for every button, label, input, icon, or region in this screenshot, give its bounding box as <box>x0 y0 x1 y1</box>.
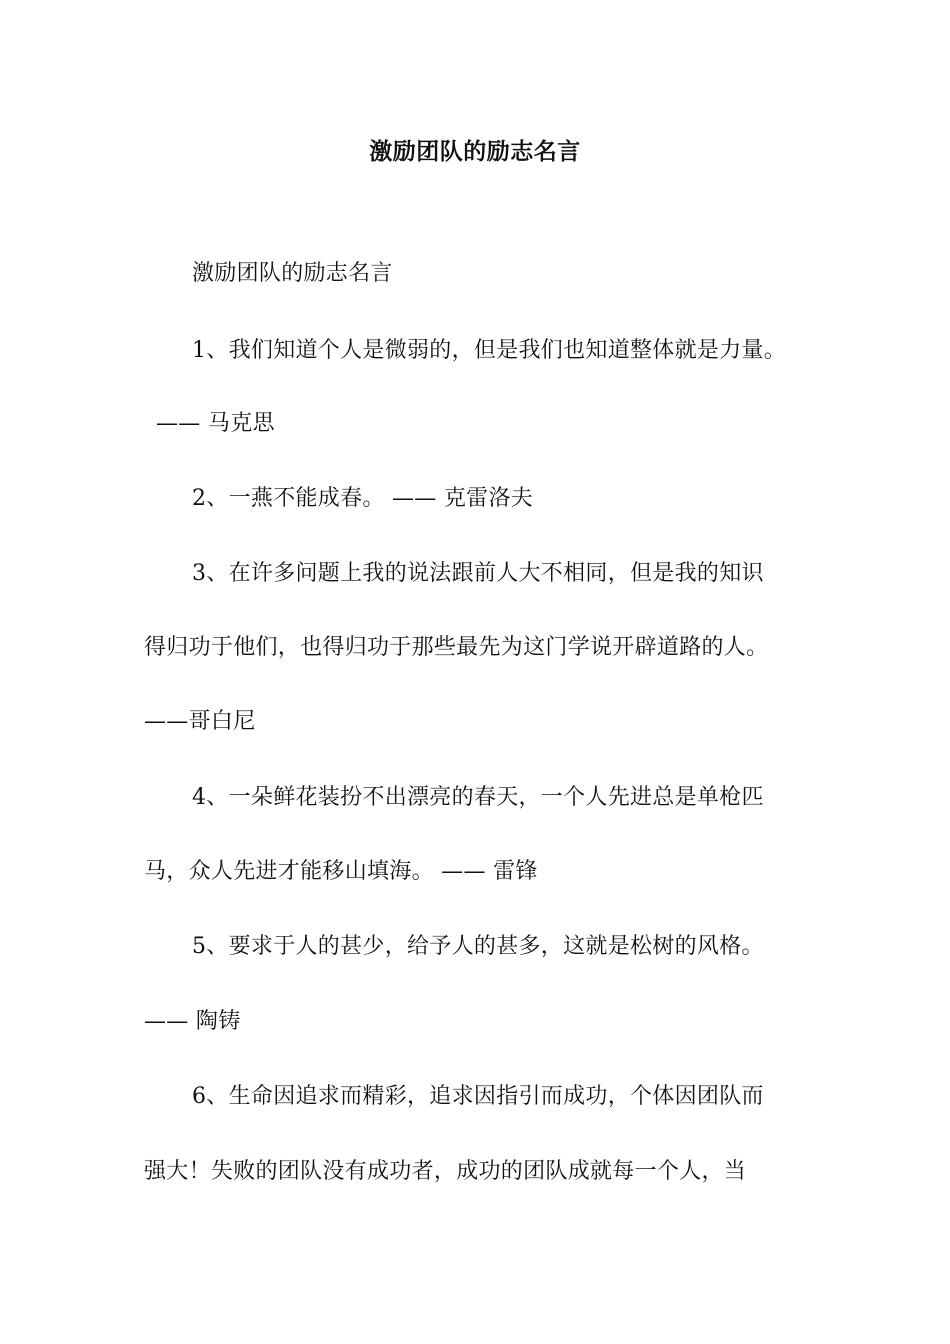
quote-2-line-1: 2、一燕不能成春。 —— 克雷洛夫 <box>192 486 534 511</box>
quote-5-attribution: —— 陶铸 <box>144 1009 241 1034</box>
document-title: 激励团队的励志名言 <box>369 138 581 165</box>
quote-3-line-1: 3、在许多问题上我的说法跟前人大不相同，但是我的知识 <box>192 561 764 586</box>
quote-3-line-2: 得归功于他们，也得归功于那些最先为这门学说开辟道路的人。 <box>144 635 769 660</box>
quote-6-line-1: 6、生命因追求而精彩，追求因指引而成功，个体因团队而 <box>192 1084 764 1109</box>
quote-6-line-2: 强大！失败的团队没有成功者，成功的团队成就每一个人，当 <box>144 1159 747 1184</box>
quote-5-line-1: 5、要求于人的甚少，给予人的甚多，这就是松树的风格。 <box>192 934 764 959</box>
subtitle-line: 激励团队的励志名言 <box>192 261 393 286</box>
quote-3-attribution: ——哥白尼 <box>144 709 256 734</box>
quote-4-line-2: 马，众人先进才能移山填海。 —— 雷锋 <box>144 859 538 884</box>
quote-4-line-1: 4、一朵鲜花装扮不出漂亮的春天，一个人先进总是单枪匹 <box>192 785 764 810</box>
quote-1-line-1: 1、我们知道个人是微弱的，但是我们也知道整体就是力量。 <box>192 338 787 363</box>
quote-1-attribution: —— 马克思 <box>156 411 275 436</box>
